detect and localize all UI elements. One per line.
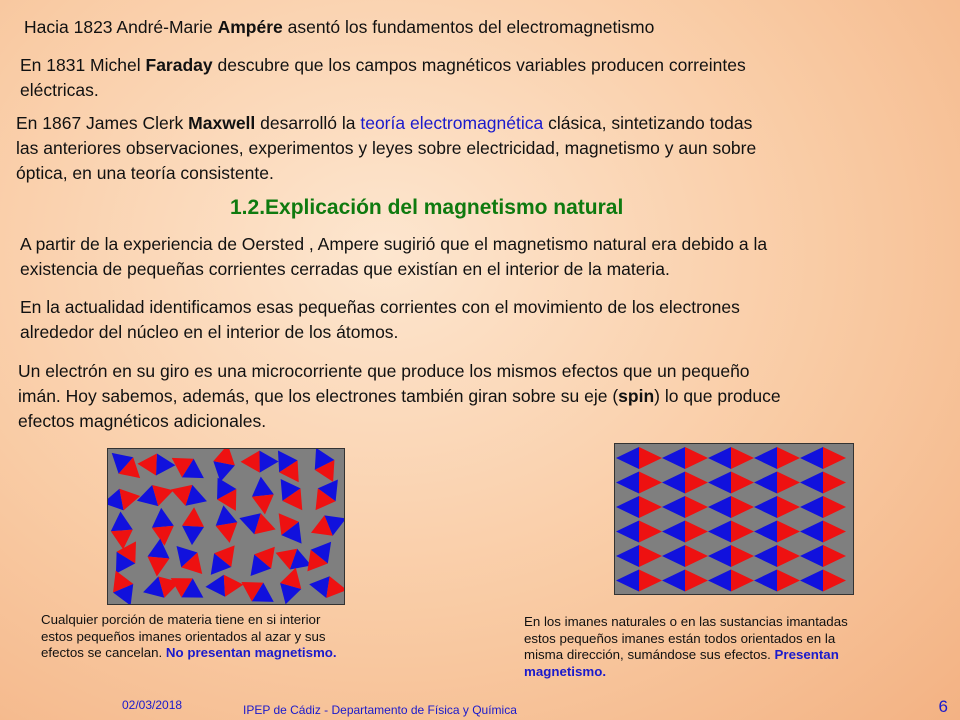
magnet <box>134 480 177 512</box>
north-pole <box>731 472 754 494</box>
south-pole <box>754 447 777 469</box>
south-pole <box>800 521 823 543</box>
maxwell-name: Maxwell <box>188 113 256 133</box>
magnet <box>800 570 846 592</box>
aligned-magnets-caption: En los imanes naturales o en las sustancias imantadas estos pequeños imanes están todos orientados en la misma dirección, sumándose sus efectos. Presentan magnetismo. <box>524 614 848 679</box>
south-pole <box>662 570 685 592</box>
north-pole <box>823 472 846 494</box>
south-pole <box>616 496 639 518</box>
north-pole <box>731 521 754 543</box>
magnet <box>754 447 800 469</box>
south-pole <box>150 507 174 528</box>
magnet <box>137 453 176 477</box>
magnet <box>272 473 312 517</box>
south-pole <box>708 570 731 592</box>
north-pole <box>639 496 662 518</box>
magnet <box>146 538 171 578</box>
north-pole <box>777 472 800 494</box>
south-pole <box>259 450 278 472</box>
magnet <box>307 508 344 543</box>
north-pole <box>731 496 754 518</box>
south-pole <box>181 526 204 546</box>
magnet <box>108 566 141 604</box>
maxwell-paragraph: En 1867 James Clerk Maxwell desarrolló la teoría electromagnética clásica, sintetizando todas las anteriores observaciones, experimentos y leyes sobre electricidad, magnetismo y aun sobre óptica, en una teoría consistente. <box>16 113 757 183</box>
north-pole <box>823 447 846 469</box>
south-pole <box>754 496 777 518</box>
magnet <box>708 570 754 592</box>
magnet <box>616 545 662 567</box>
south-pole <box>800 472 823 494</box>
south-pole <box>616 472 639 494</box>
no-magnetism-label: No presentan magnetismo. <box>165 645 337 660</box>
south-pole <box>616 521 639 543</box>
magnet <box>662 472 708 494</box>
north-pole <box>182 507 205 527</box>
footer-institution: IPEP de Cádiz - Departamento de Física y Química <box>243 703 517 717</box>
magnet <box>616 570 662 592</box>
north-pole <box>639 570 662 592</box>
electromagnetic-theory-link[interactable]: teoría electromagnética <box>360 113 544 133</box>
north-pole <box>252 494 276 515</box>
north-pole <box>823 545 846 567</box>
north-pole <box>119 485 142 510</box>
magnet <box>270 507 310 551</box>
north-pole <box>823 496 846 518</box>
south-pole <box>800 570 823 592</box>
north-pole <box>823 521 846 543</box>
magnet <box>108 485 142 514</box>
south-pole <box>708 545 731 567</box>
north-pole <box>777 496 800 518</box>
random-magnets-figure <box>107 448 345 605</box>
north-pole <box>731 570 754 592</box>
magnet <box>708 521 754 543</box>
north-pole <box>685 545 708 567</box>
south-pole <box>754 472 777 494</box>
aligned-magnets-diagram <box>615 444 853 594</box>
south-pole <box>308 573 330 598</box>
magnet <box>662 447 708 469</box>
south-pole <box>662 472 685 494</box>
south-pole <box>754 521 777 543</box>
magnet <box>275 565 306 604</box>
magnet <box>205 574 244 598</box>
magnet <box>202 538 243 581</box>
magnet <box>236 573 280 604</box>
south-pole <box>156 454 176 477</box>
magnet <box>616 496 662 518</box>
magnet <box>800 447 846 469</box>
magnet <box>708 496 754 518</box>
magnet <box>754 545 800 567</box>
random-magnets-caption: Cualquier porción de materia tiene en si interior estos pequeños imanes orientados al azar y sus efectos se cancelan. No presentan magnetismo. <box>41 612 337 660</box>
magnet <box>708 545 754 567</box>
north-pole <box>639 545 662 567</box>
magnet <box>708 447 754 469</box>
spin-term: spin <box>618 386 655 406</box>
magnet <box>307 473 344 517</box>
magnet <box>250 475 276 515</box>
north-pole <box>685 570 708 592</box>
north-pole <box>731 447 754 469</box>
north-pole <box>224 574 244 597</box>
south-pole <box>708 496 731 518</box>
magnet <box>166 449 210 487</box>
magnet <box>308 573 344 601</box>
north-pole <box>240 451 259 473</box>
ampere-hypothesis-paragraph: A partir de la experiencia de Oersted , Ampere sugirió que el magnetismo natural era debido a la existencia de pequeñas corrientes cerradas que existían en el interior de la materia. <box>20 234 768 279</box>
south-pole <box>205 575 225 598</box>
south-pole <box>708 447 731 469</box>
magnet <box>269 449 308 488</box>
south-pole <box>662 545 685 567</box>
magnet <box>168 539 210 582</box>
magnet <box>662 545 708 567</box>
faraday-paragraph: En 1831 Michel Faraday descubre que los campos magnéticos variables producen correintes eléctricas. <box>20 55 746 100</box>
ampere-name: Ampére <box>217 17 283 37</box>
south-pole <box>754 545 777 567</box>
south-pole <box>800 447 823 469</box>
magnet <box>754 570 800 592</box>
north-pole <box>685 496 708 518</box>
page-number: 6 <box>938 697 948 716</box>
north-pole <box>685 447 708 469</box>
south-pole <box>148 538 172 559</box>
magnet <box>800 521 846 543</box>
north-pole <box>823 570 846 592</box>
north-pole <box>777 447 800 469</box>
faraday-name: Faraday <box>145 55 213 75</box>
magnet <box>210 449 239 484</box>
north-pole <box>152 526 176 547</box>
magnet <box>167 479 210 512</box>
south-pole <box>616 545 639 567</box>
magnet <box>800 545 846 567</box>
south-pole <box>616 570 639 592</box>
south-pole <box>662 521 685 543</box>
south-pole <box>662 496 685 518</box>
magnet <box>616 521 662 543</box>
north-pole <box>777 570 800 592</box>
magnet <box>236 508 279 540</box>
footer-date: 02/03/2018 <box>122 698 183 712</box>
magnet <box>662 521 708 543</box>
section-title: 1.2.Explicación del magnetismo natural <box>230 196 624 219</box>
north-pole <box>639 447 662 469</box>
electrons-paragraph: En la actualidad identificamos esas pequeñas corrientes con el movimiento de los electrones alrededor del núcleo en el interior de los átomos. <box>20 297 740 342</box>
north-pole <box>137 453 157 476</box>
magnet <box>754 521 800 543</box>
magnet <box>800 496 846 518</box>
magnet <box>800 472 846 494</box>
south-pole <box>250 475 274 496</box>
magnet <box>754 496 800 518</box>
south-pole <box>708 472 731 494</box>
north-pole <box>777 521 800 543</box>
north-pole <box>685 472 708 494</box>
magnet <box>181 507 205 546</box>
magnetism-label: Presentan <box>774 647 839 662</box>
magnet <box>616 472 662 494</box>
north-pole <box>777 545 800 567</box>
magnet <box>150 507 175 547</box>
magnet <box>213 504 241 545</box>
north-pole <box>731 545 754 567</box>
south-pole <box>800 545 823 567</box>
magnet <box>662 570 708 592</box>
north-pole <box>639 472 662 494</box>
aligned-magnets-figure <box>614 443 854 595</box>
magnet <box>108 449 147 486</box>
north-pole <box>146 557 170 578</box>
south-pole <box>800 496 823 518</box>
magnet <box>662 496 708 518</box>
south-pole <box>708 521 731 543</box>
north-pole <box>216 522 241 544</box>
magnet <box>240 450 278 472</box>
south-pole <box>754 570 777 592</box>
magnet <box>616 447 662 469</box>
random-magnets-diagram <box>108 449 344 604</box>
south-pole <box>616 447 639 469</box>
north-pole <box>639 521 662 543</box>
magnet <box>242 540 283 583</box>
north-pole <box>685 521 708 543</box>
spin-paragraph: Un electrón en su giro es una microcorriente que produce los mismos efectos que un pequeño imán. Hoy sabemos, además, que los electrones también giran sobre su eje (spin) lo que produce efectos magnéticos adicionales. <box>18 361 781 431</box>
south-pole <box>109 511 132 532</box>
magnet <box>299 535 340 578</box>
magnet <box>109 511 134 550</box>
south-pole <box>662 447 685 469</box>
ampere-paragraph: Hacia 1823 André-Marie Ampére asentó los fundamentos del electromagnetismo <box>24 17 655 37</box>
magnet <box>754 472 800 494</box>
magnet <box>708 472 754 494</box>
